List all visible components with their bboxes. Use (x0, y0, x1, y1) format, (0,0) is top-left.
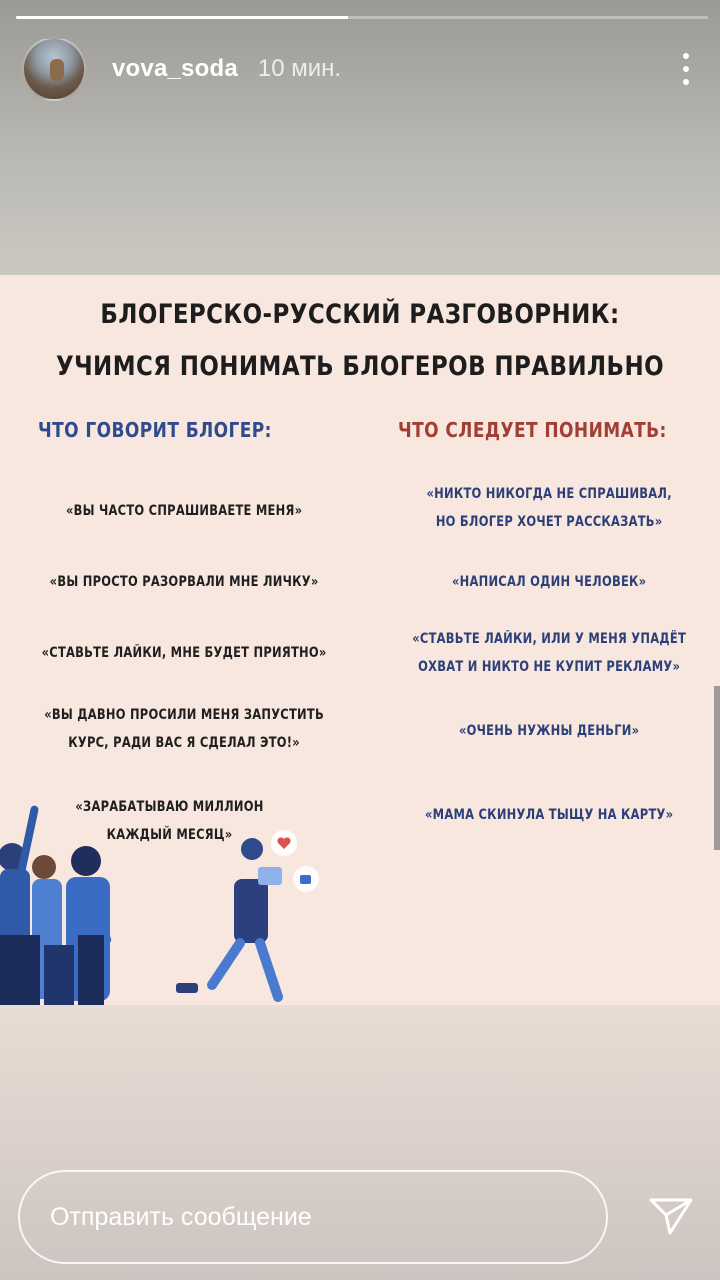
image-title-line2: УЧИМСЯ ПОНИМАТЬ БЛОГЕРОВ ПРАВИЛЬНО (55, 351, 665, 382)
left-column-header: ЧТО ГОВОРИТ БЛОГЕР: (38, 418, 272, 442)
post-time: 10 мин. (257, 55, 342, 82)
story-progress-fill (16, 16, 348, 19)
image-title (54, 289, 666, 393)
crowd-illustration (0, 805, 112, 1005)
right-phrase: «НАПИСАЛ ОДИН ЧЕЛОВЕК» (451, 574, 647, 590)
more-vertical-icon[interactable] (674, 49, 698, 89)
right-phrase: «ОЧЕНЬ НУЖНЫ ДЕНЬГИ» (458, 723, 640, 739)
username[interactable]: vova_soda (112, 55, 238, 82)
scrollbar[interactable] (714, 686, 720, 850)
story-progress-bar (16, 16, 708, 19)
story-header (22, 36, 698, 102)
story-image (0, 275, 720, 1005)
image-title-line1: БЛОГЕРСКО-РУССКИЙ РАЗГОВОРНИК: (100, 299, 620, 330)
left-phrase: «СТАВЬТЕ ЛАЙКИ, МНЕ БУДЕТ ПРИЯТНО» (41, 645, 327, 661)
send-icon[interactable] (648, 1196, 694, 1236)
crowd-and-blogger-illustration (0, 785, 360, 1005)
blogger-illustration (176, 838, 282, 997)
left-phrase: «ВЫ ПРОСТО РАЗОРВАЛИ МНЕ ЛИЧКУ» (49, 574, 319, 590)
left-phrase: «ВЫ ЧАСТО СПРАШИВАЕТЕ МЕНЯ» (65, 503, 303, 519)
send-message-input[interactable] (18, 1170, 608, 1264)
right-phrase: «МАМА СКИНУЛА ТЫЩУ НА КАРТУ» (425, 807, 674, 823)
right-phrase: «НИКТО НИКОГДА НЕ СПРАШИВАЛ, НО БЛОГЕР ХОЧЕТ РАССКАЗАТЬ» (426, 486, 672, 530)
like-thumb-icon (293, 866, 319, 892)
left-phrase: «ЗАРАБАТЫВАЮ МИЛЛИОН КАЖДЫЙ МЕСЯЦ» (75, 799, 264, 843)
send-message-placeholder: Отправить сообщение (50, 1202, 312, 1231)
right-column-header: ЧТО СЛЕДУЕТ ПОНИМАТЬ: (398, 418, 667, 442)
heart-icon (271, 830, 297, 856)
avatar[interactable] (22, 37, 86, 101)
left-phrase: «ВЫ ДАВНО ПРОСИЛИ МЕНЯ ЗАПУСТИТЬ КУРС, РАДИ ВАС Я СДЕЛАЛ ЭТО!» (44, 707, 324, 751)
right-phrase: «СТАВЬТЕ ЛАЙКИ, ИЛИ У МЕНЯ УПАДЁТ ОХВАТ И НИКТО НЕ КУПИТ РЕКЛАМУ» (412, 631, 687, 675)
